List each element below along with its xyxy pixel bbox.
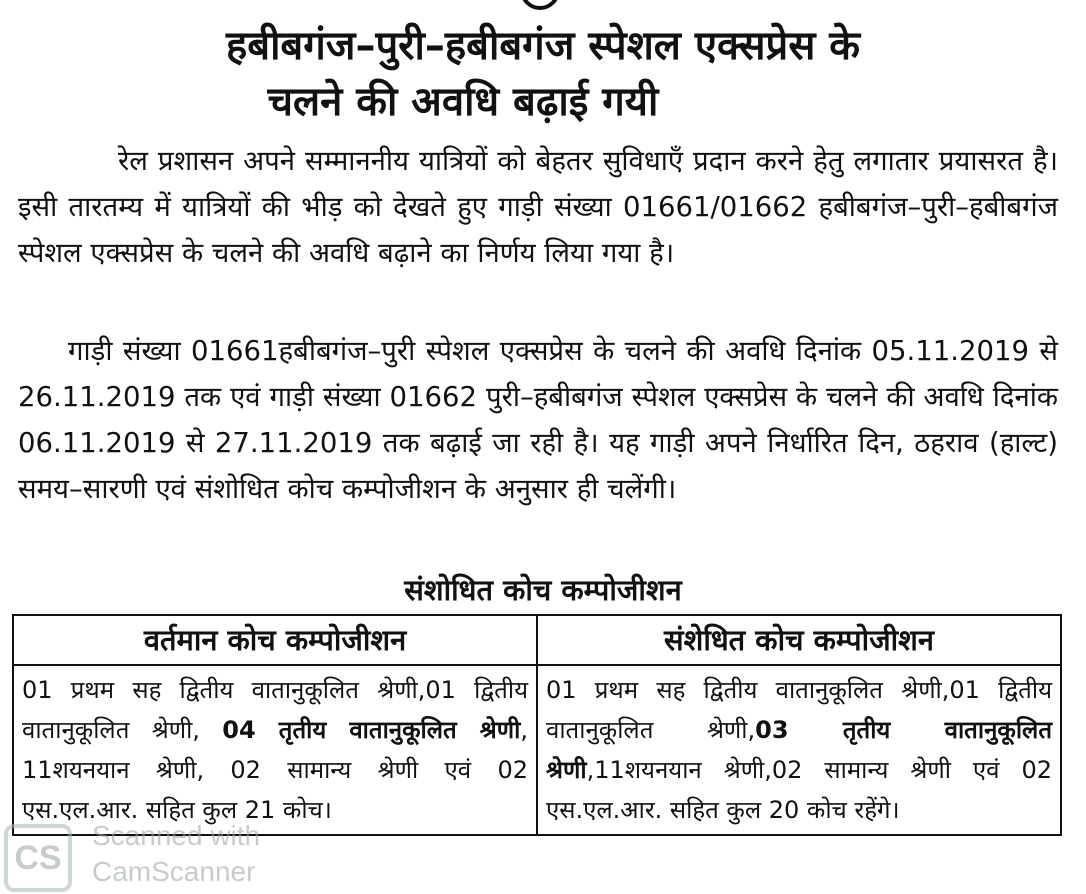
revised-composition-text-1: 01 प्रथम सह द्वितीय वातानुकूलित श्रेणी,01 द्वितीय वातानुकूलित श्रेणी, [546,676,1052,744]
page-title-line-1: हबीबगंज–पुरी–हबीबगंज स्पेशल एक्सप्रेस के [225,23,861,69]
page-title-line-2: चलने की अवधि बढ़ाई गयी [267,79,659,125]
coach-composition-table [12,614,1062,836]
current-composition-bold: 04 तृतीय वातानुकूलित श्रेणी [222,716,521,744]
current-composition-header: वर्तमान कोच कम्पोजीशन [13,615,537,665]
emblem-icon [520,0,560,10]
table-header-row [13,615,1061,665]
table-heading: संशोधित कोच कम्पोजीशन [404,573,682,607]
current-composition-cell [13,665,537,835]
revised-composition-cell [537,665,1061,835]
current-composition-text-2: , 11शयनयान श्रेणी, 02 सामान्य श्रेणी एवं 02 एस.एल.आर. सहित कुल 21 कोच। [22,716,528,824]
watermark-line-2: CamScanner [92,856,256,887]
revised-composition-bold: 03 तृतीय वातानुकूलित श्रेणी [546,716,1052,784]
paragraph-1: रेल प्रशासन अपने सम्माननीय यात्रियों को बेहतर सुविधाएँ प्रदान करने हेतु लगातार प्रयासरत है। इसी तारतम्य में यात्रियों की भीड़ को देखते हुए गाड़ी संख्या 01661/01662 हबीबगंज–पुरी–हबीबगंज स्पेशल एक्सप्रेस के चलने की अवधि बढ़ाने का निर्णय लिया गया है। [18,145,1058,269]
revised-composition-header: संशेधित कोच कम्पोजीशन [537,615,1061,665]
revised-composition-text-2: ,11शयनयान श्रेणी,02 सामान्य श्रेणी एवं 02 एस.एल.आर. सहित कुल 20 कोच रहेंगे। [546,756,1052,824]
table-row [13,665,1061,835]
current-composition-text-1: 01 प्रथम सह द्वितीय वातानुकूलित श्रेणी,01 द्वितीय वातानुकूलित श्रेणी, [22,676,528,744]
clipped-top-strip [0,0,1086,14]
camscanner-logo-icon: CS [4,824,72,892]
watermark-line-1: Scanned with [92,820,261,851]
paragraph-2: गाड़ी संख्या 01661हबीबगंज–पुरी स्पेशल एक्सप्रेस के चलने की अवधि दिनांक 05.11.2019 से 26.11.2019 तक एवं गाड़ी संख्या 01662 पुरी–हबीबगंज स्पेशल एक्सप्रेस के चलने की अवधि दिनांक 06.11.2019 से 27.11.2019 तक बढ़ाई जा रही है। यह गाड़ी अपने निर्धारित दिन, ठहराव (हाल्ट) समय–सारणी एवं संशोधित कोच कम्पोजीशन के अनुसार ही चलेंगी। [18,335,1058,505]
